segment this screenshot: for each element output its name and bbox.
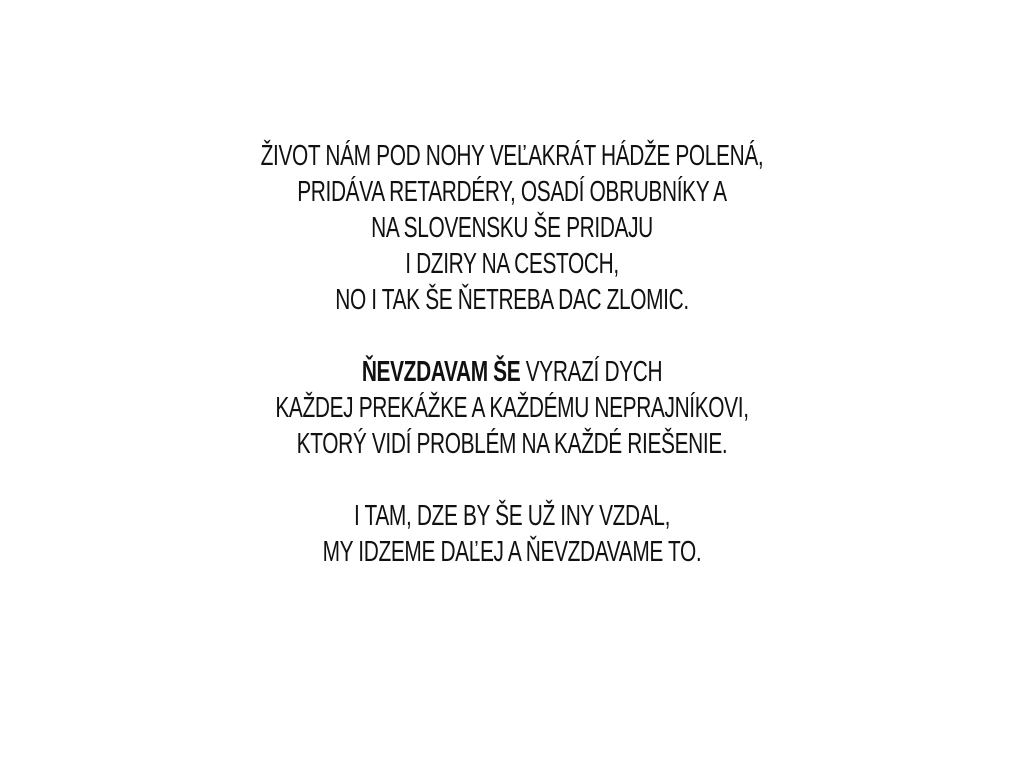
poem-line: I DZIRY NA CESTOCH, [405,248,619,280]
poem-line: KTORÝ VIDÍ PROBLÉM NA KAŽDÉ RIEŠENIE. [296,428,728,460]
poem-text [0,138,1024,570]
stanza-1 [0,138,1024,318]
poem-line: NO I TAK ŠE ŇETREBA DAC ZLOMIC. [335,284,689,316]
poem-line: MY IDZEME DAĽEJ A ŇEVZDAVAME TO. [322,536,702,568]
poem-line: ŽIVOT NÁM POD NOHY VEĽAKRÁT HÁDŽE POLENÁ, [260,140,764,172]
poem-line: NA SLOVENSKU ŠE PRIDAJU [371,212,653,244]
poem-line: PRIDÁVA RETARDÉRY, OSADÍ OBRUBNÍKY A [297,176,727,208]
poem-line [143,354,880,390]
stanza-3 [0,498,1024,570]
poem-line: KAŽDEJ PREKÁŽKE A KAŽDÉMU NEPRAJNÍKOVI, [275,392,749,424]
poem-line-rest: VYRAZÍ DYCH [520,356,663,388]
emphasized-phrase: ŇEVZDAVAM ŠE [361,356,521,388]
poem-line: I TAM, DZE BY ŠE UŽ INY VZDAL, [353,500,671,532]
stanza-2 [0,354,1024,462]
